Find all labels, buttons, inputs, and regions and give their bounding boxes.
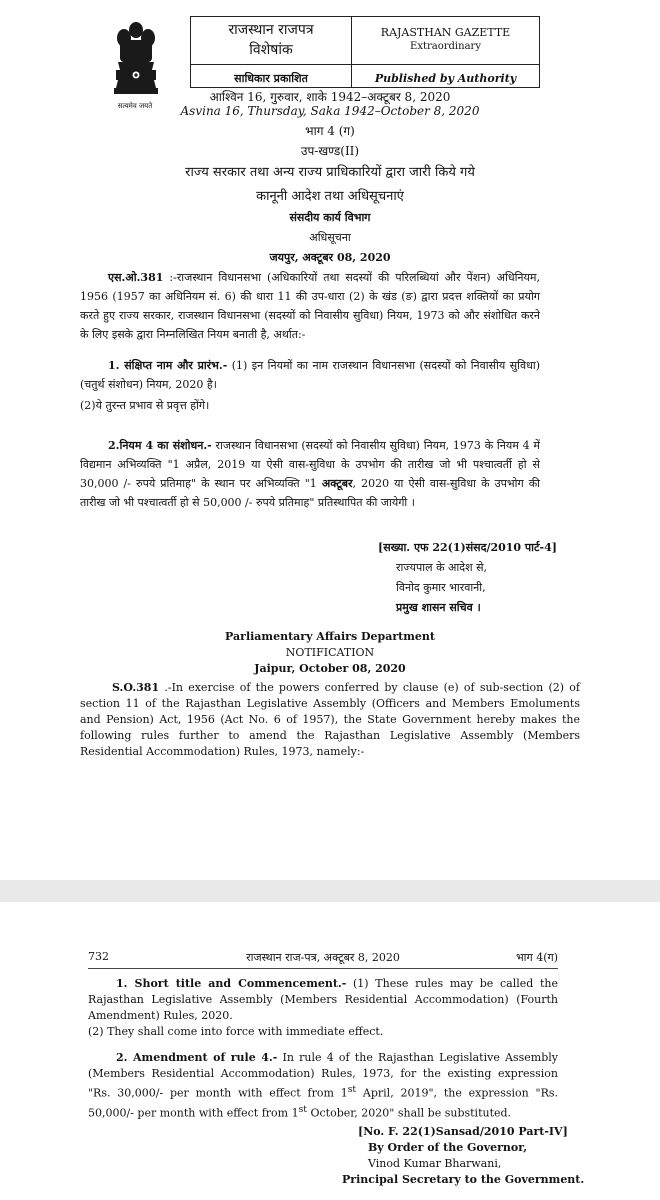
rule1-sub2-english: (2) They shall come into force with immediate effect. (88, 1025, 384, 1038)
subpart-label: उप-खण्ड(II) (300, 144, 360, 158)
gazette-subtitle-hindi: विशेषांक (249, 42, 293, 58)
so-number-english: S.O.381 (112, 681, 160, 694)
part-heading-line1: राज्य सरकार तथा अन्य राज्य प्राधिकारियों द्वारा जारी किये गये (185, 165, 475, 180)
rule1-hindi (80, 356, 540, 394)
running-header-part: भाग 4(ग) (515, 951, 558, 964)
reference-hindi: [सख्या. एफ 22(1)संसद/2010 पार्ट-4] (378, 541, 557, 554)
place-date-hindi: जयपुर, अक्टूबर 08, 2020 (269, 251, 391, 264)
part-label: भाग 4 (ग) (305, 124, 355, 138)
gazette-title-english: RAJASTHAN GAZETTE (380, 26, 511, 39)
preamble-english (80, 680, 580, 760)
signature-line1-hindi: राज्यपाल के आदेश से, (396, 561, 488, 574)
notification-hindi: अधिसूचना (309, 231, 351, 244)
rule2-sup1: st (347, 1084, 357, 1095)
rule1-text-english: (1) These rules may be called the Rajasthan Legislative Assembly (Members Residential Accommodation) (Fourth Amendment) Rules, 2020. (88, 977, 559, 1022)
gazette-title-hindi: राजस्थान राजपत्र (228, 22, 314, 38)
rule1-sub2-hindi: (2)ये तुरन्त प्रभाव से प्रवृत्त होंगे। (80, 399, 210, 412)
rule2-heading-hindi: 2.नियम 4 का संशोधन.- (108, 439, 212, 452)
preamble-hindi-text: :-राजस्थान विधानसभा (अधिकारियों तथा सदस्यों की परिलब्धियां और पेंशन) अधिनियम, 1956 (1957 का अधिनियम सं. 6) की धारा 11 की उप-धारा (2) के खंड (ङ) द्वारा प्रदत्त शक्तियों का प्रयोग करते हुए राज्य सरकार, राजस्थान विधानसभा (सदस्यों को निवासीय सुविधा) नियम, 1973 को और संशोधित करने के लिए इसके द्वारा निम्नलिखित नियम बनाती है, अर्थात:- (80, 271, 540, 341)
masthead-english-title (352, 17, 540, 65)
rule2-text-english-a: In rule 4 of the Rajasthan Legislative Assembly (Members Residential Accommodation) Rules, 1973, for the existing expression "Rs. 30,000/- per month with effect from 1 (88, 1051, 558, 1100)
authority-hindi: साधिकार प्रकाशित (234, 71, 308, 85)
signature-line3-english: Principal Secretary to the Government. (342, 1173, 585, 1186)
rule2-english (88, 1050, 558, 1121)
rule1-heading-english: 1. Short title and Commencement.- (116, 977, 347, 990)
signature-line1-english: By Order of the Governor, (368, 1141, 528, 1154)
page-number: 732 (88, 950, 109, 963)
rule1-text-hindi: (1) इन नियमों का नाम राजस्थान विधानसभा (सदस्यों को निवासीय सुविधा) (चतुर्थ संशोधन) नियम, 2020 है। (80, 359, 541, 391)
signature-line3-hindi: प्रमुख शासन सचिव । (396, 601, 481, 614)
running-header (88, 950, 558, 969)
place-date-english: Jaipur, October 08, 2020 (254, 662, 406, 675)
signature-line2-english: Vinod Kumar Bharwani, (368, 1157, 502, 1170)
preamble-hindi (80, 268, 540, 344)
gazette-subtitle-english: Extraordinary (410, 41, 481, 52)
masthead-hindi-title (191, 17, 352, 65)
date-line-hindi: आश्विन 16, गुरुवार, शाके 1942–अक्टूबर 8, 2020 (209, 90, 451, 104)
date-line-english: Asvina 16, Thursday, Saka 1942–October 8, 2020 (180, 104, 480, 118)
rule2-heading-english: 2. Amendment of rule 4.- (116, 1051, 278, 1064)
so-number-hindi: एस.ओ.381 (108, 271, 164, 284)
rule2-text-english-b: April, 2019", the expression "Rs. 50,000/- per month with effect from 1 (88, 1086, 558, 1120)
reference-english: [No. F. 22(1)Sansad/2010 Part-IV] (358, 1125, 568, 1138)
rule1-heading-hindi: 1. संक्षिप्त नाम और प्रारंभ.- (108, 359, 228, 372)
rule2-sup2: st (298, 1103, 307, 1115)
rule2-hindi (80, 436, 540, 512)
gazette-page-2 (0, 902, 660, 1200)
preamble-english-text: .-In exercise of the powers conferred by clause (e) of sub-section (2) of section 11 of the Rajasthan Legislative Assembly (Officers and Members Emoluments and Pension) Act, 1956 (Act No. 6 of 1957), the State Government hereby makes the following rules further to amend the Rajasthan Legislative Assembly (Members Residential Accommodation) Rules, 1973, namely:- (80, 681, 580, 758)
rule2-text-hindi-b: , 2020 या ऐसी वास-सुविधा के उपभोग की तारीख जो भी पश्चात्वर्ती हो से 50,000 /- रुपये प्रतिमाह" प्रतिस्थापित की जायेगी । (80, 477, 540, 509)
notification-english: NOTIFICATION (285, 646, 375, 659)
running-header-title: राजस्थान राज-पत्र, अक्टूबर 8, 2020 (246, 951, 400, 964)
authority-english: Published by Authority (374, 71, 517, 85)
signature-line2-hindi: विनोद कुमार भारवानी, (396, 581, 486, 594)
department-hindi: संसदीय कार्य विभाग (289, 211, 371, 224)
rule2-text-english-c: October, 2020" shall be substituted. (306, 1106, 512, 1120)
rule2-text-hindi-a: राजस्थान विधानसभा (सदस्यों को निवासीय सुविधा) नियम, 1973 के नियम 4 में विद्यमान अभिव्यक्ति "1 अप्रैल, 2019 या ऐसी वास-सुविधा के उपभोग की तारीख जो भी पश्चात्वर्ती हो से 30,000 /- रुपये प्रतिमाह" के स्थान पर अभिव्यक्ति "1 (80, 439, 540, 490)
masthead (190, 16, 540, 88)
part-heading-line2: कानूनी आदेश तथा अधिसूचनाएं (256, 189, 404, 204)
department-english: Parliamentary Affairs Department (225, 630, 435, 643)
rule1-english (88, 976, 558, 1024)
rule2-bold-hindi: अक्टूबर (321, 477, 353, 490)
emblem-motto: सत्यमेव जयते (117, 102, 153, 110)
